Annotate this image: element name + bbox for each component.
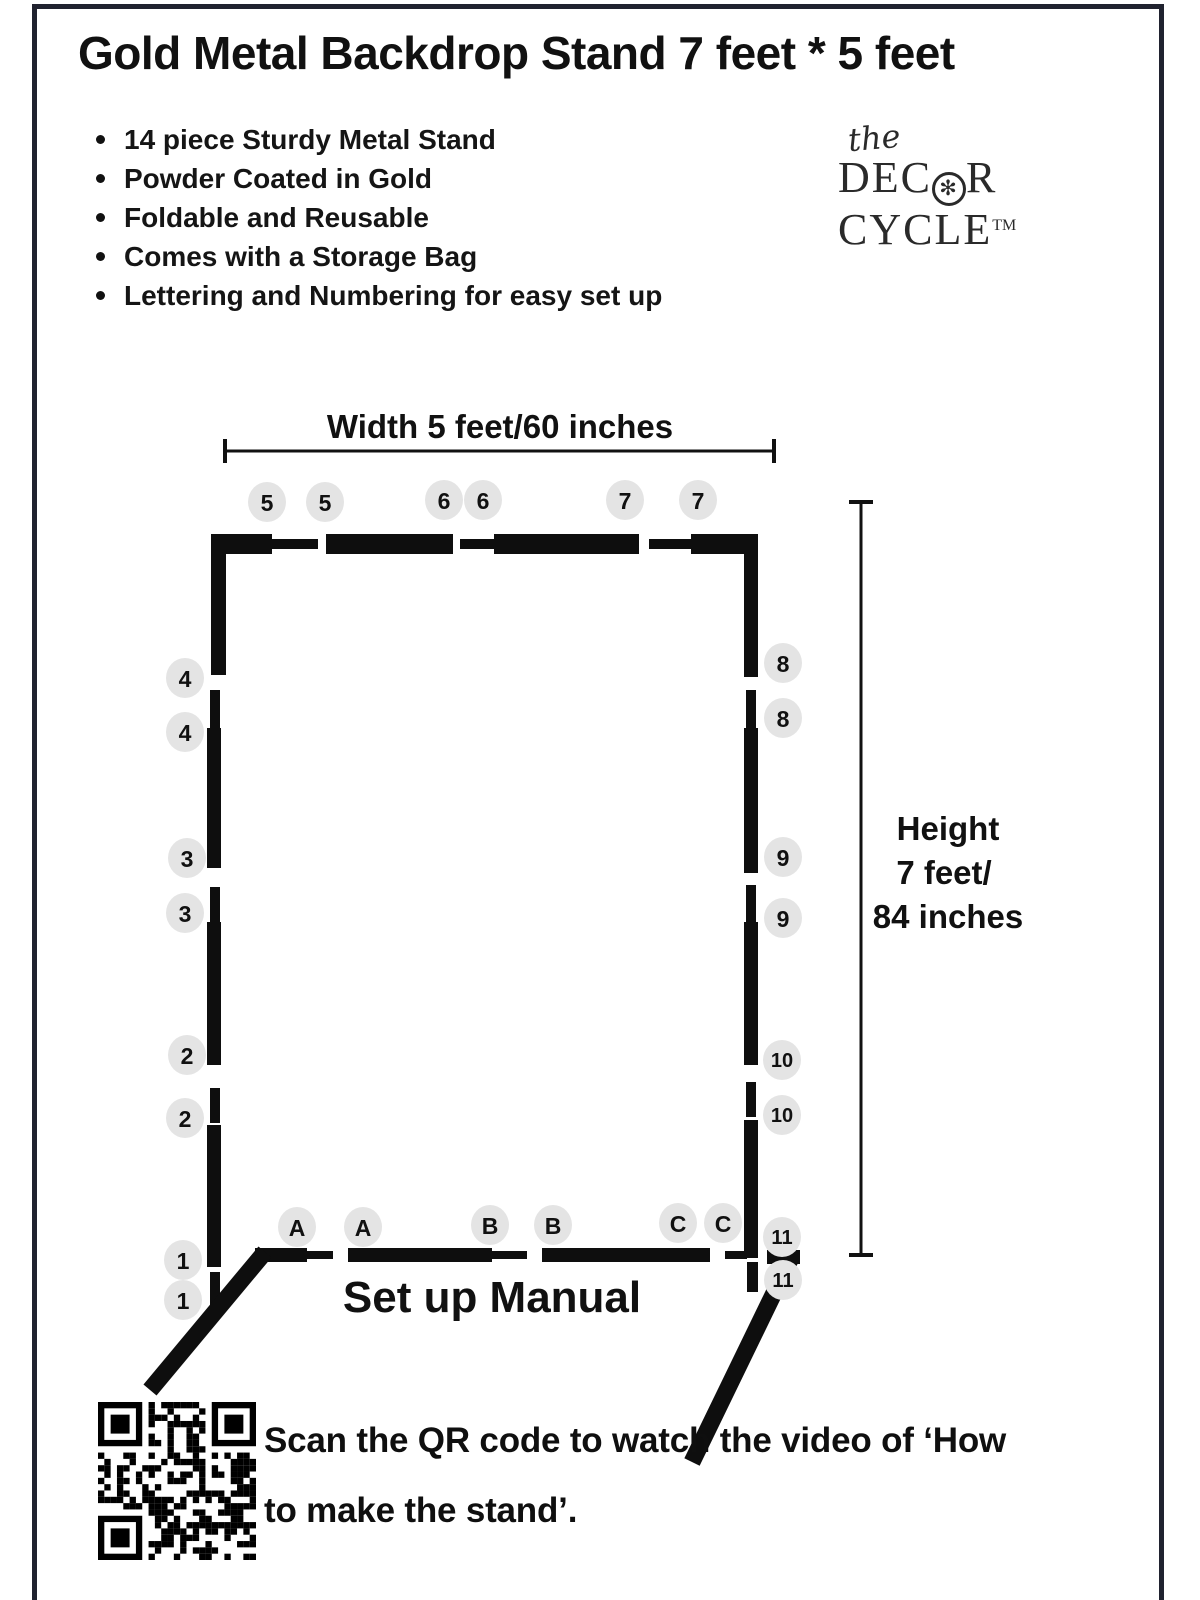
stand-frame xyxy=(150,534,800,1462)
part-badge-label: C xyxy=(669,1211,687,1237)
pipe-segment xyxy=(747,1262,758,1292)
pipe-segment xyxy=(746,1082,756,1117)
part-badge-label: 6 xyxy=(437,488,451,514)
qr-caption-line1: Scan the QR code to watch the video of ‘How xyxy=(264,1421,1007,1460)
pipe-segment xyxy=(207,922,221,1065)
part-badge-label: C xyxy=(714,1211,732,1237)
pipe-segment xyxy=(210,887,220,922)
logo-decor-pre: DEC xyxy=(838,153,932,202)
feature-text: 14 piece Sturdy Metal Stand xyxy=(124,123,496,155)
qr-code xyxy=(98,1402,256,1560)
part-badge-label: 2 xyxy=(178,1106,192,1132)
part-badge-label: 10 xyxy=(770,1105,794,1127)
pipe-segment xyxy=(746,690,756,728)
stand-leg xyxy=(150,1252,265,1390)
logo-ornament-glyph: ✻ xyxy=(939,176,959,200)
pipe-segment xyxy=(460,539,494,549)
setup-manual-label: Set up Manual xyxy=(342,1273,642,1322)
part-badge-label: 3 xyxy=(178,901,192,927)
part-badge-label: 5 xyxy=(318,490,332,516)
logo-decor-post: R xyxy=(966,153,998,202)
part-badge-label: 10 xyxy=(770,1050,794,1072)
part-badge-label: 11 xyxy=(771,1227,793,1249)
pipe-segment xyxy=(744,1120,758,1258)
pipe-segment xyxy=(210,1088,220,1123)
part-badge-label: 1 xyxy=(176,1248,190,1274)
pipe-segment xyxy=(326,534,453,554)
width-dimension-label: Width 5 feet/60 inches xyxy=(326,408,674,445)
logo-cycle-text: CYCLE xyxy=(838,204,993,254)
part-badge-label: 7 xyxy=(618,488,632,514)
pipe-segment xyxy=(207,728,221,868)
part-badge-label: A xyxy=(354,1215,372,1241)
qr-caption xyxy=(264,1406,1144,1546)
pipe-segment xyxy=(207,1125,221,1267)
part-badge-label: 3 xyxy=(180,846,194,872)
page-title: Gold Metal Backdrop Stand 7 feet * 5 feet xyxy=(78,27,955,79)
feature-text: Lettering and Numbering for easy set up xyxy=(124,279,663,311)
part-badge-label: 11 xyxy=(772,1270,794,1292)
qr-caption-line2: to make the stand’. xyxy=(264,1491,578,1530)
pipe-segment xyxy=(649,539,691,549)
part-badges xyxy=(164,480,802,1320)
pipe-segment xyxy=(744,534,758,677)
feature-text: Comes with a Storage Bag xyxy=(124,240,478,272)
feature-text: Foldable and Reusable xyxy=(124,201,429,233)
part-badge-label: 9 xyxy=(776,845,790,871)
pipe-segment xyxy=(744,922,758,1065)
height-dimension-label-line1: Height xyxy=(896,810,1000,847)
pipe-segment xyxy=(725,1251,747,1259)
part-badge-label: 4 xyxy=(178,720,192,746)
pipe-segment xyxy=(210,690,220,728)
height-dimension-label-line2: 7 feet/ xyxy=(896,854,992,891)
part-badge-label: 8 xyxy=(776,651,790,677)
pipe-segment xyxy=(211,534,226,675)
part-badge-label: A xyxy=(288,1215,306,1241)
part-badge-label: B xyxy=(481,1213,499,1239)
height-dimension-label-line3: 84 inches xyxy=(872,898,1024,935)
part-badge-label: 2 xyxy=(180,1043,194,1069)
pipe-segment xyxy=(348,1248,492,1262)
pipe-segment xyxy=(542,1248,710,1262)
pipe-segment xyxy=(746,885,756,922)
trademark-symbol: TM xyxy=(992,216,1017,234)
pipe-segment xyxy=(492,1251,527,1259)
part-badge-label: 7 xyxy=(691,488,705,514)
part-badge-label: 1 xyxy=(176,1288,190,1314)
part-badge-label: 4 xyxy=(178,666,192,692)
part-badge-label: 9 xyxy=(776,906,790,932)
feature-text: Powder Coated in Gold xyxy=(124,162,433,194)
pipe-segment xyxy=(307,1251,333,1259)
pipe-segment xyxy=(272,539,318,549)
pipe-segment xyxy=(494,534,639,554)
pipe-segment xyxy=(744,728,758,873)
part-badge-label: B xyxy=(544,1213,562,1239)
part-badge-label: 8 xyxy=(776,706,790,732)
logo-script-the: the xyxy=(846,116,902,160)
part-badge-label: 6 xyxy=(476,488,490,514)
part-badge-label: 5 xyxy=(260,490,274,516)
